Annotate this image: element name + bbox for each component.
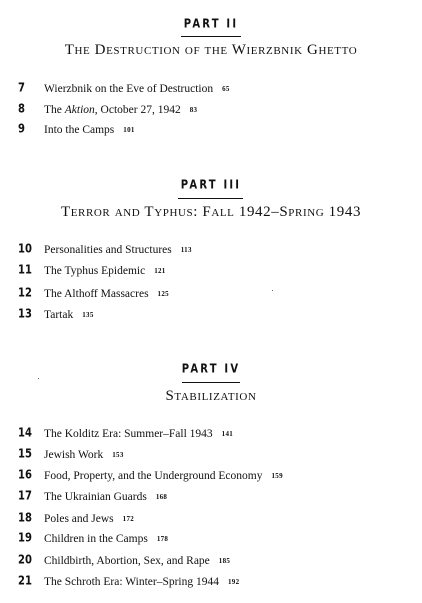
chapter-title-text-after: , October 27, 1942 xyxy=(94,104,181,116)
chapter-title xyxy=(44,242,192,258)
toc-entry[interactable] xyxy=(0,511,422,527)
toc-entry[interactable] xyxy=(0,81,422,97)
chapter-page-number: 83 xyxy=(189,106,198,114)
part-title: The Destruction of the Wierzbnik Ghetto xyxy=(64,42,358,58)
chapter-number: 21 xyxy=(18,574,32,588)
chapter-title-text: The Typhus Epidemic xyxy=(44,265,146,277)
chapter-title-text: Jewish Work xyxy=(44,449,104,461)
chapter-page-number: 178 xyxy=(156,535,169,543)
chapter-title-text: Personalities and Structures xyxy=(44,244,172,256)
chapter-number: 10 xyxy=(18,242,32,256)
chapter-number: 18 xyxy=(18,511,32,525)
chapter-number: 8 xyxy=(18,102,25,116)
chapter-page-number: 135 xyxy=(82,311,94,319)
chapter-title-text: Poles and Jews xyxy=(44,513,114,525)
toc-entry[interactable] xyxy=(0,447,422,463)
part-label-rule xyxy=(181,36,241,37)
chapter-number: 13 xyxy=(18,307,32,321)
toc-entry[interactable] xyxy=(0,102,422,118)
toc-entry[interactable] xyxy=(0,553,422,569)
chapter-number: 11 xyxy=(18,263,32,277)
chapter-title-text: Into the Camps xyxy=(44,124,115,136)
chapter-page-number: 121 xyxy=(154,267,166,275)
chapter-title-text: The Kolditz Era: Summer–Fall 1943 xyxy=(44,428,213,440)
chapter-number: 15 xyxy=(18,447,32,461)
scan-speck xyxy=(38,378,39,379)
chapter-page-number: 168 xyxy=(155,493,168,501)
toc-entry[interactable] xyxy=(0,307,422,323)
chapter-title xyxy=(44,102,197,118)
chapter-page-number: 113 xyxy=(180,246,192,254)
chapter-page-number: 101 xyxy=(123,126,135,134)
chapter-title-text: Tartak xyxy=(44,309,74,321)
chapter-title xyxy=(44,122,135,138)
part-label: PART II xyxy=(183,17,239,32)
chapter-number: 20 xyxy=(18,553,32,567)
part-title: Stabilization xyxy=(165,388,257,404)
chapter-title xyxy=(44,447,124,463)
toc-entry[interactable] xyxy=(0,242,422,258)
chapter-title xyxy=(44,286,169,302)
chapter-number: 9 xyxy=(18,122,25,136)
chapter-title xyxy=(44,426,233,442)
chapter-page-number: 125 xyxy=(157,290,169,298)
chapter-number: 17 xyxy=(18,489,32,503)
chapter-title xyxy=(44,574,239,590)
part-label: PART III xyxy=(180,178,242,193)
chapter-title-text: The xyxy=(44,104,65,116)
chapter-title xyxy=(44,468,283,484)
chapter-page-number: 153 xyxy=(112,451,124,459)
toc-entry[interactable] xyxy=(0,122,422,138)
chapter-page-number: 159 xyxy=(271,472,283,480)
chapter-number: 12 xyxy=(18,286,32,300)
scan-speck xyxy=(272,290,273,291)
chapter-page-number: 65 xyxy=(222,85,230,93)
toc-entry[interactable] xyxy=(0,531,422,547)
chapter-title xyxy=(44,531,168,547)
chapter-title-text: The Schroth Era: Winter–Spring 1944 xyxy=(44,576,219,588)
chapter-title xyxy=(44,489,167,505)
chapter-title-text: Wierzbnik on the Eve of Destruction xyxy=(44,83,214,95)
toc-entry[interactable] xyxy=(0,263,422,279)
part-label: PART IV xyxy=(181,362,241,377)
part-label-rule xyxy=(182,382,240,383)
chapter-number: 16 xyxy=(18,468,32,482)
chapter-title xyxy=(44,307,94,323)
part-title: Terror and Typhus: Fall 1942–Spring 1943 xyxy=(60,204,362,220)
chapter-title-text: Food, Property, and the Underground Economy xyxy=(44,470,263,482)
chapter-title-text: The Althoff Massacres xyxy=(44,288,149,300)
chapter-title-italic: Aktion xyxy=(64,104,95,116)
chapter-title-text: The Ukrainian Guards xyxy=(44,491,147,503)
chapter-title-text: Childbirth, Abortion, Sex, and Rape xyxy=(44,555,210,567)
chapter-title xyxy=(44,81,230,97)
chapter-number: 7 xyxy=(18,81,25,95)
part-label-rule xyxy=(178,198,243,199)
chapter-title xyxy=(44,553,230,569)
toc-entry[interactable] xyxy=(0,489,422,505)
chapter-title xyxy=(44,511,134,527)
chapter-title-text: Children in the Camps xyxy=(44,533,148,545)
toc-entry[interactable] xyxy=(0,426,422,442)
toc-entry[interactable] xyxy=(0,286,422,302)
toc-entry[interactable] xyxy=(0,574,422,590)
chapter-number: 14 xyxy=(18,426,32,440)
chapter-page-number: 185 xyxy=(218,557,231,565)
chapter-page-number: 141 xyxy=(221,430,234,438)
chapter-page-number: 192 xyxy=(228,578,240,586)
chapter-number: 19 xyxy=(18,531,32,545)
toc-entry[interactable] xyxy=(0,468,422,484)
chapter-page-number: 172 xyxy=(122,515,135,523)
chapter-title xyxy=(44,263,166,279)
